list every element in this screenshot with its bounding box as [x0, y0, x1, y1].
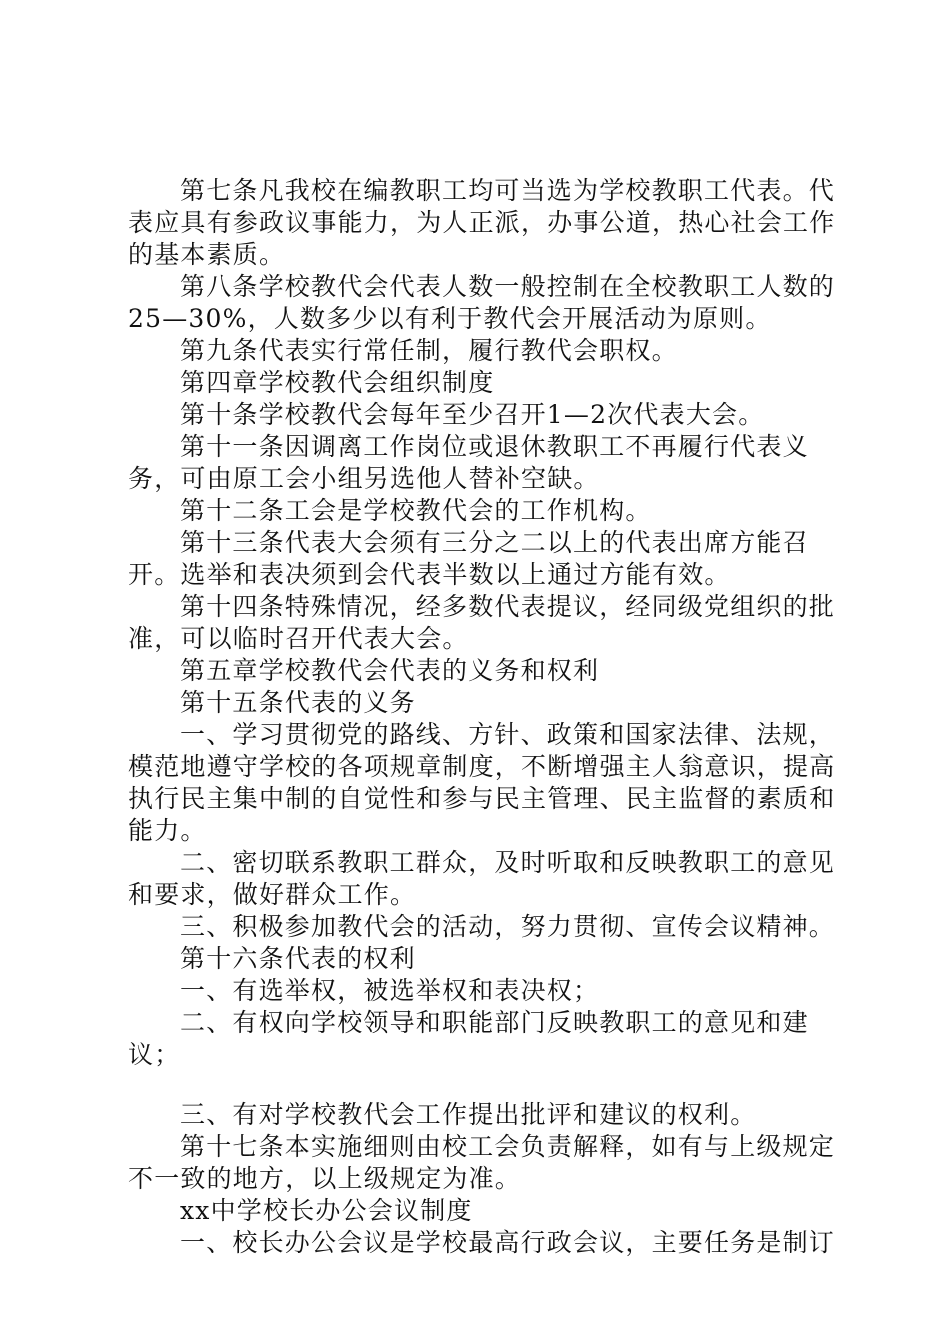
section-title: xx中学校长办公会议制度	[180, 1196, 473, 1225]
article-15: 第十五条代表的义务	[180, 688, 416, 717]
article-17: 第十七条本实施细则由校工会负责解释，如有与上级规定不一致的地方，以上级规定为准。	[128, 1132, 836, 1193]
article-12: 第十二条工会是学校教代会的工作机构。	[180, 496, 652, 525]
article-8: 第八条学校教代会代表人数一般控制在全校教职工人数的25—30%，人数多少以有利于教代会开展活动为原则。	[128, 272, 836, 333]
duty-item-2: 二、密切联系教职工群众，及时听取和反映教职工的意见和要求，做好群众工作。	[128, 848, 836, 909]
right-item-3: 三、有对学校教代会工作提出批评和建议的权利。	[180, 1100, 757, 1129]
article-11: 第十一条因调离工作岗位或退休教职工不再履行代表义务，可由原工会小组另选他人替补空缺。	[128, 432, 809, 493]
document-body	[128, 175, 848, 1259]
article-13: 第十三条代表大会须有三分之二以上的代表出席方能召开。选举和表决须到会代表半数以上通过方能有效。	[128, 528, 809, 589]
duty-item-3: 三、积极参加教代会的活动，努力贯彻、宣传会议精神。	[180, 912, 836, 941]
blank-line	[128, 1071, 848, 1099]
article-10: 第十条学校教代会每年至少召开1—2次代表大会。	[180, 400, 765, 429]
meeting-item-1: 一、校长办公会议是学校最高行政会议，主要任务是制订	[180, 1228, 836, 1257]
chapter-5-heading: 第五章学校教代会代表的义务和权利	[180, 656, 600, 685]
article-9: 第九条代表实行常任制，履行教代会职权。	[180, 336, 678, 365]
article-7: 第七条凡我校在编教职工均可当选为学校教职工代表。代表应具有参政议事能力，为人正派，办事公道，热心社会工作的基本素质。	[128, 176, 836, 269]
chapter-4-heading: 第四章学校教代会组织制度	[180, 368, 495, 397]
right-item-2: 二、有权向学校领导和职能部门反映教职工的意见和建议；	[128, 1008, 809, 1069]
duty-item-1: 一、学习贯彻党的路线、方针、政策和国家法律、法规，模范地遵守学校的各项规章制度，不断增强主人翁意识，提高执行民主集中制的自觉性和参与民主管理、民主监督的素质和能力。	[128, 720, 836, 845]
article-16: 第十六条代表的权利	[180, 944, 416, 973]
right-item-1: 一、有选举权，被选举权和表决权；	[180, 976, 600, 1005]
article-14: 第十四条特殊情况，经多数代表提议，经同级党组织的批准，可以临时召开代表大会。	[128, 592, 836, 653]
